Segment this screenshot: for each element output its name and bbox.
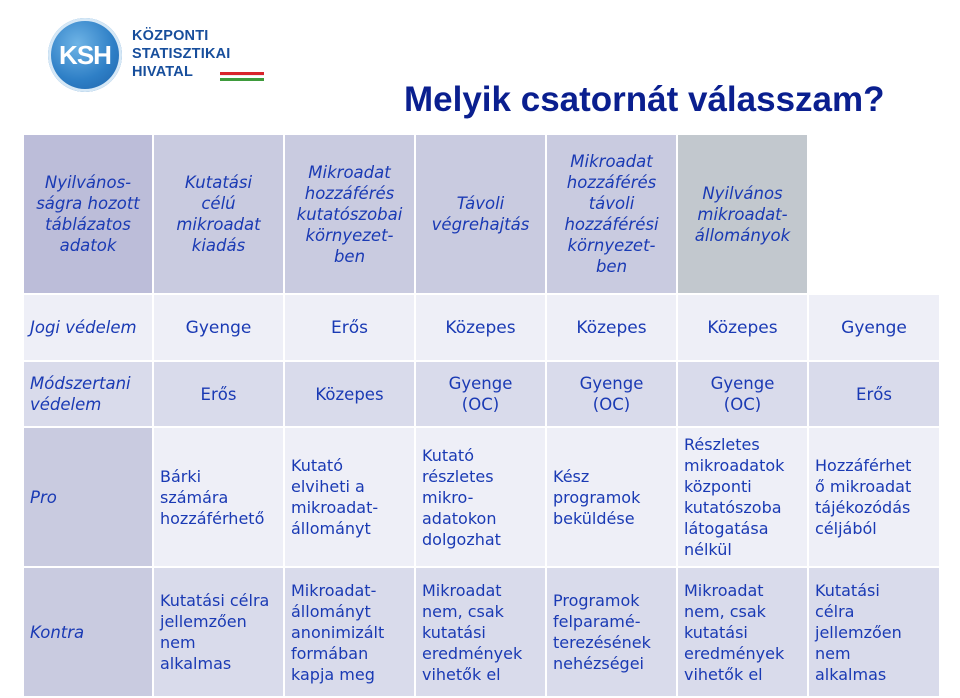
table-cell: Gyenge (OC) xyxy=(546,361,677,427)
ksh-logo-emblem-text: KSH xyxy=(59,40,111,70)
table-cell: Közepes xyxy=(415,294,546,361)
row-label: Kontra xyxy=(23,567,153,697)
logo-line-2: STATISZTIKAI xyxy=(132,46,231,62)
table-cell: Gyenge (OC) xyxy=(677,361,808,427)
table-row-modszertani-vedelem xyxy=(23,361,940,427)
flag-stripe-green xyxy=(220,78,264,81)
comparison-table xyxy=(22,133,941,698)
table-cell: Mikroadat nem, csak kutatási eredmények vihetők el xyxy=(415,567,546,697)
row-label: Jogi védelem xyxy=(23,294,153,361)
table-cell: Részletes mikroadatok központi kutatószoba látogatása nélkül xyxy=(677,427,808,567)
ksh-logo xyxy=(46,14,246,94)
logo-line-1: KÖZPONTI xyxy=(132,28,209,44)
table-cell: Erős xyxy=(284,294,415,361)
table-cell: Bárki számára hozzáférhető xyxy=(153,427,284,567)
table-cell: Programok felparamé- terezésének nehézségei xyxy=(546,567,677,697)
table-cell: Közepes xyxy=(284,361,415,427)
table-cell: Erős xyxy=(808,361,940,427)
table-cell: Mikroadat nem, csak kutatási eredmények vihetők el xyxy=(677,567,808,697)
table-cell: Mikroadat- állományt anonimizált formában kapja meg xyxy=(284,567,415,697)
table-cell: Hozzáférhet ő mikroadat tájékozódás céljából xyxy=(808,427,940,567)
header-cell: Mikroadat hozzáférés kutatószobai környezet- ben xyxy=(284,134,415,294)
table-cell: Gyenge xyxy=(153,294,284,361)
table-cell: Közepes xyxy=(677,294,808,361)
header-cell: Nyilvános- ságra hozott táblázatos adatok xyxy=(23,134,153,294)
table-row-kontra xyxy=(23,567,940,697)
table-cell: Kutatási célra jellemzően nem alkalmas xyxy=(153,567,284,697)
table-row-jogi-vedelem xyxy=(23,294,940,361)
header-row xyxy=(23,134,940,294)
row-label: Pro xyxy=(23,427,153,567)
ksh-logo-emblem xyxy=(48,18,122,92)
table-cell: Kész programok beküldése xyxy=(546,427,677,567)
header-cell: Távoli végrehajtás xyxy=(415,134,546,294)
table-cell: Kutató részletes mikro- adatokon dolgozhat xyxy=(415,427,546,567)
table-row-pro xyxy=(23,427,940,567)
table-cell: Kutató elviheti a mikroadat- állományt xyxy=(284,427,415,567)
table-cell: Gyenge (OC) xyxy=(415,361,546,427)
logo-line-3: HIVATAL xyxy=(132,64,194,80)
table-cell: Erős xyxy=(153,361,284,427)
table-cell: Közepes xyxy=(546,294,677,361)
header-cell: Nyilvános mikroadat- állományok xyxy=(677,134,808,294)
header-cell: Mikroadat hozzáférés távoli hozzáférési környezet- ben xyxy=(546,134,677,294)
row-label: Módszertani védelem xyxy=(23,361,153,427)
table-cell: Gyenge xyxy=(808,294,940,361)
table-cell: Kutatási célra jellemzően nem alkalmas xyxy=(808,567,940,697)
header-cell: Kutatási célú mikroadat kiadás xyxy=(153,134,284,294)
page-title: Melyik csatornát válasszam? xyxy=(404,80,885,119)
